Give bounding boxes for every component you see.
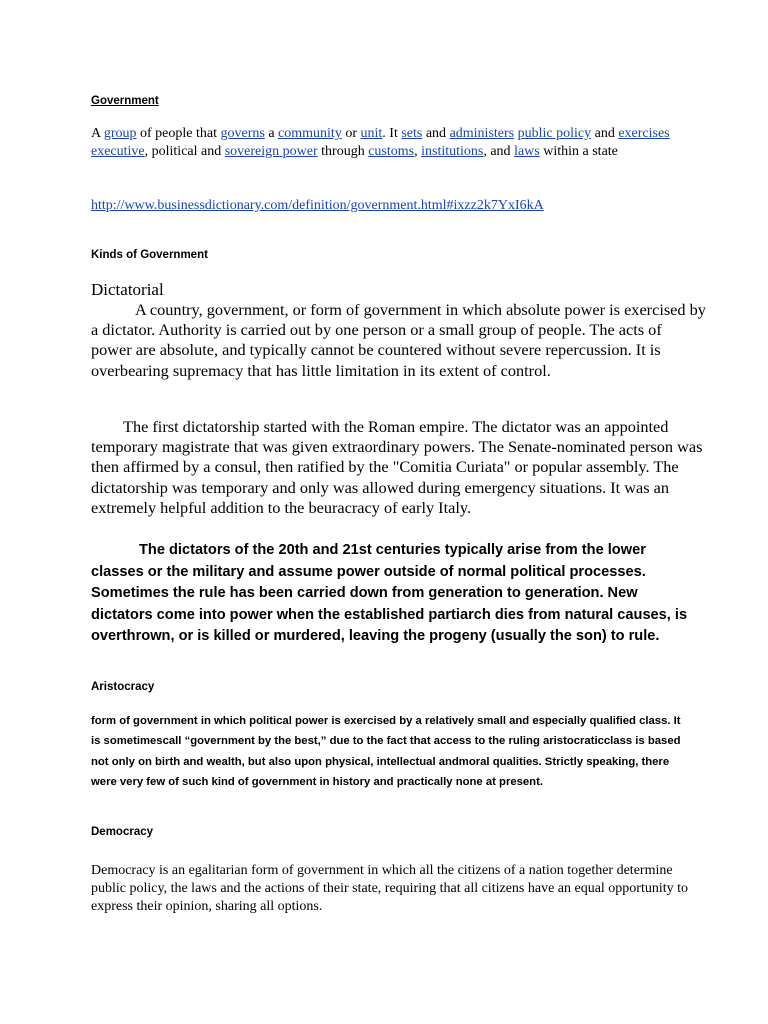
text-fragment: ,: [414, 144, 422, 159]
link-group[interactable]: group: [103, 126, 137, 141]
text-fragment: A: [91, 126, 104, 141]
link-public-policy[interactable]: public policy: [517, 126, 592, 141]
dictatorial-paragraph-2: [91, 417, 706, 518]
text-fragment: and: [422, 126, 450, 141]
heading-kinds-of-government: Kinds of Government: [91, 249, 208, 261]
democracy-paragraph: Democracy is an egalitarian form of government in which all the citizens of a nation together determine public policy, the laws and the actions of their state, requiring that all citizens have an equal opportunity to express their opinion, sharing all options.: [91, 863, 689, 914]
text-fragment: within a state: [539, 144, 618, 159]
dictatorial-paragraph-1: [91, 300, 706, 381]
source-url-link[interactable]: http://www.businessdictionary.com/definition/government.html#ixzz2k7YxI6kA: [91, 198, 544, 213]
text-fragment: through: [317, 144, 369, 159]
link-institutions[interactable]: institutions: [421, 144, 484, 159]
link-laws[interactable]: laws: [514, 144, 540, 159]
aristocracy-paragraph: form of government in which political power is exercised by a relatively small and especially qualified class. It is sometimescall “government by the best,” due to the fact that access to the ruling aristocraticclass is based not only on birth and wealth, but also upon physical, intellectual andmoral qualities. Strictly speaking, there were very few of such kind of government in history and practically none at present.: [91, 715, 681, 789]
link-community[interactable]: community: [278, 126, 342, 141]
text-fragment: of people that: [136, 126, 221, 141]
link-sets[interactable]: sets: [401, 126, 423, 141]
heading-aristocracy: Aristocracy: [91, 681, 155, 693]
link-sovereign-power[interactable]: sovereign power: [224, 144, 318, 159]
link-exercises[interactable]: exercises: [618, 126, 670, 141]
text-fragment: , and: [483, 144, 515, 159]
text-fragment: or: [341, 126, 361, 141]
text-fragment: . It: [382, 126, 402, 141]
link-unit[interactable]: unit: [360, 126, 383, 141]
link-governs[interactable]: governs: [220, 126, 265, 141]
text-fragment: , political and: [144, 144, 225, 159]
government-definition: [91, 125, 691, 161]
paragraph-text: A country, government, or form of government in which absolute power is exercised by a dictator. Authority is carried out by one person or a small group of people. The acts of power are absolute, and typically cannot be countered without severe repercussion. It is overbearing supremacy that has little limitation in its extent of control.: [91, 300, 706, 380]
link-executive[interactable]: executive: [91, 144, 145, 159]
heading-dictatorial: Dictatorial: [91, 280, 164, 299]
link-administers[interactable]: administers: [449, 126, 515, 141]
text-fragment: a: [264, 126, 279, 141]
paragraph-text: The dictators of the 20th and 21st centuries typically arise from the lower classes or the military and assume power outside of normal political processes. Sometimes the rule has been carried down from generation to generation. New dictators come into power when the established partiarch dies from natural causes, is overthrown, or is killed or murdered, leaving the progeny (usually the son) to rule.: [91, 542, 688, 644]
link-customs[interactable]: customs: [368, 144, 415, 159]
dictatorial-paragraph-3: [91, 540, 701, 648]
paragraph-text: The first dictatorship started with the Roman empire. The dictator was an appointed temporary magistrate that was given extraordinary powers. The Senate-nominated person was then affirmed by a consul, then ratified by the "Comitia Curiata" or popular assembly. The dictatorship was temporary and only was allowed during emergency situations. It was an extremely helpful addition to the beuracracy of early Italy.: [91, 417, 703, 517]
text-fragment: and: [591, 126, 619, 141]
heading-democracy: Democracy: [91, 826, 154, 838]
heading-government: Government: [91, 95, 159, 107]
